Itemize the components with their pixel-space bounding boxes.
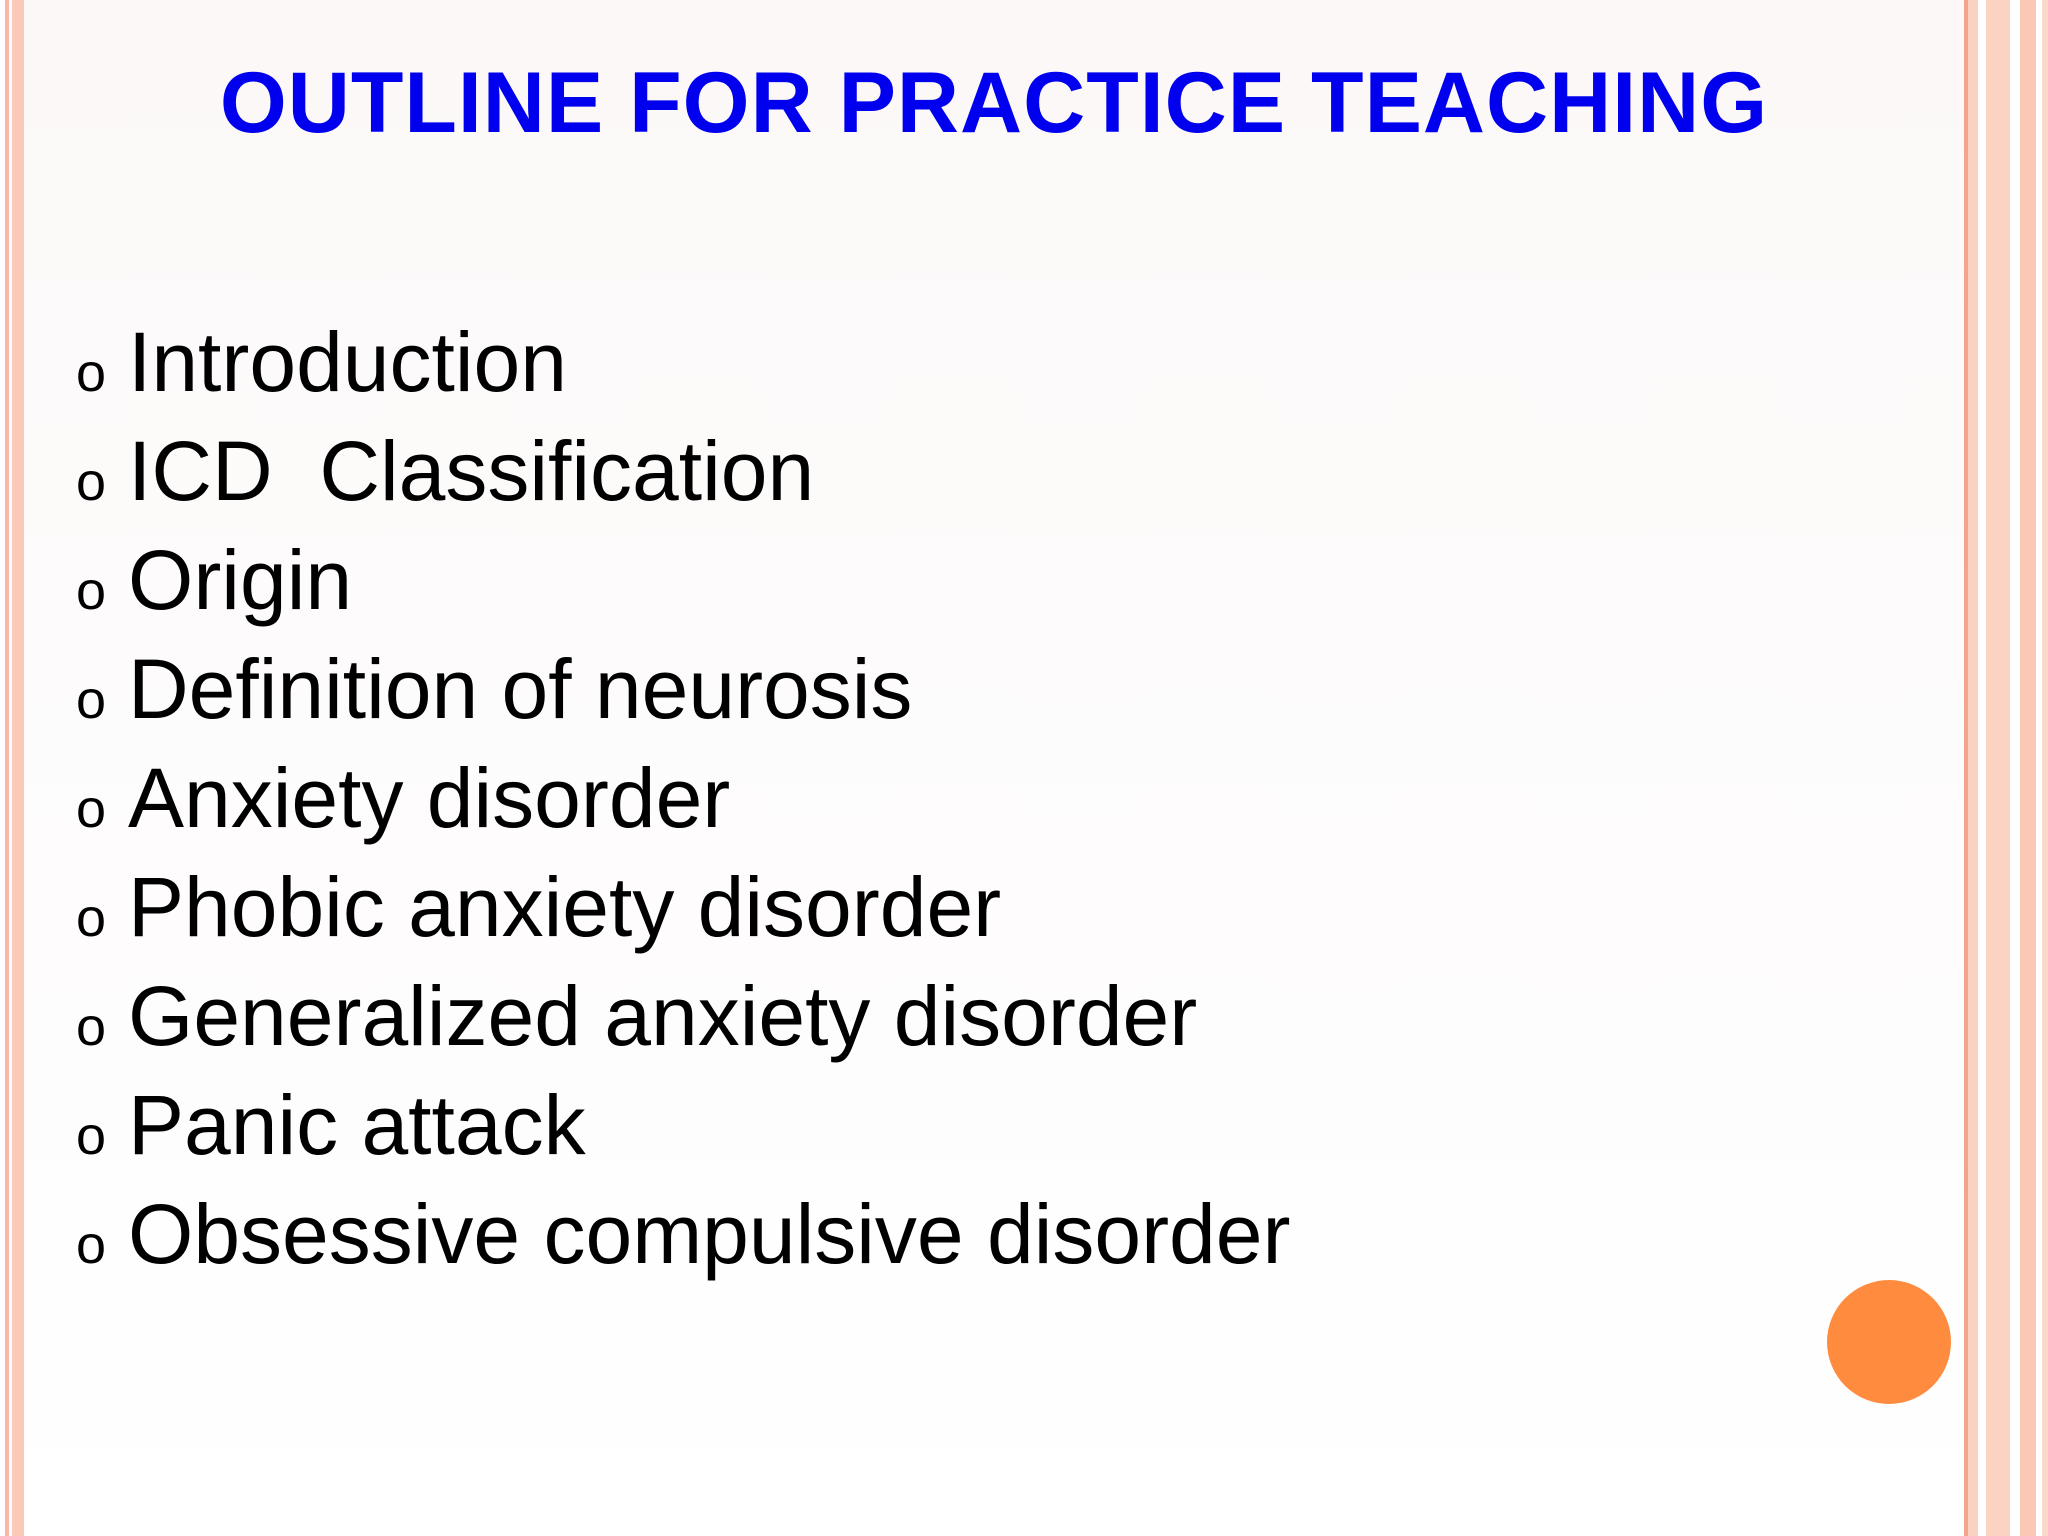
list-item-text: ICD Classification	[128, 424, 815, 518]
list-item	[76, 853, 1290, 962]
list-item-text: Generalized anxiety disorder	[128, 969, 1198, 1063]
left-decorative-border	[0, 0, 24, 1536]
bullet-circle-icon: o	[76, 997, 107, 1057]
bullet-circle-icon: o	[76, 888, 107, 948]
bullet-circle-icon: o	[76, 1215, 107, 1275]
list-item	[76, 1071, 1290, 1180]
list-item-text: Panic attack	[128, 1078, 586, 1172]
list-item	[76, 417, 1290, 526]
slide-title: OUTLINE FOR PRACTICE TEACHING	[219, 55, 1769, 151]
bullet-circle-icon: o	[76, 1106, 107, 1166]
list-item	[76, 962, 1290, 1071]
list-item-text: Introduction	[128, 315, 567, 409]
bullet-circle-icon: o	[76, 343, 107, 403]
bullet-circle-icon: o	[76, 452, 107, 512]
list-item	[76, 526, 1290, 635]
list-item-text: Obsessive compulsive disorder	[128, 1187, 1291, 1281]
orange-circle-decoration	[1827, 1280, 1951, 1404]
bullet-circle-icon: o	[76, 561, 107, 621]
bullet-circle-icon: o	[76, 779, 107, 839]
list-item	[76, 1180, 1290, 1289]
bullet-circle-icon: o	[76, 670, 107, 730]
outline-list	[76, 308, 1290, 1289]
list-item	[76, 635, 1290, 744]
list-item-text: Origin	[128, 533, 353, 627]
right-decorative-border	[1964, 0, 2048, 1536]
list-item	[76, 308, 1290, 417]
list-item-text: Anxiety disorder	[128, 751, 731, 845]
list-item-text: Definition of neurosis	[128, 642, 913, 736]
list-item	[76, 744, 1290, 853]
list-item-text: Phobic anxiety disorder	[128, 860, 1002, 954]
